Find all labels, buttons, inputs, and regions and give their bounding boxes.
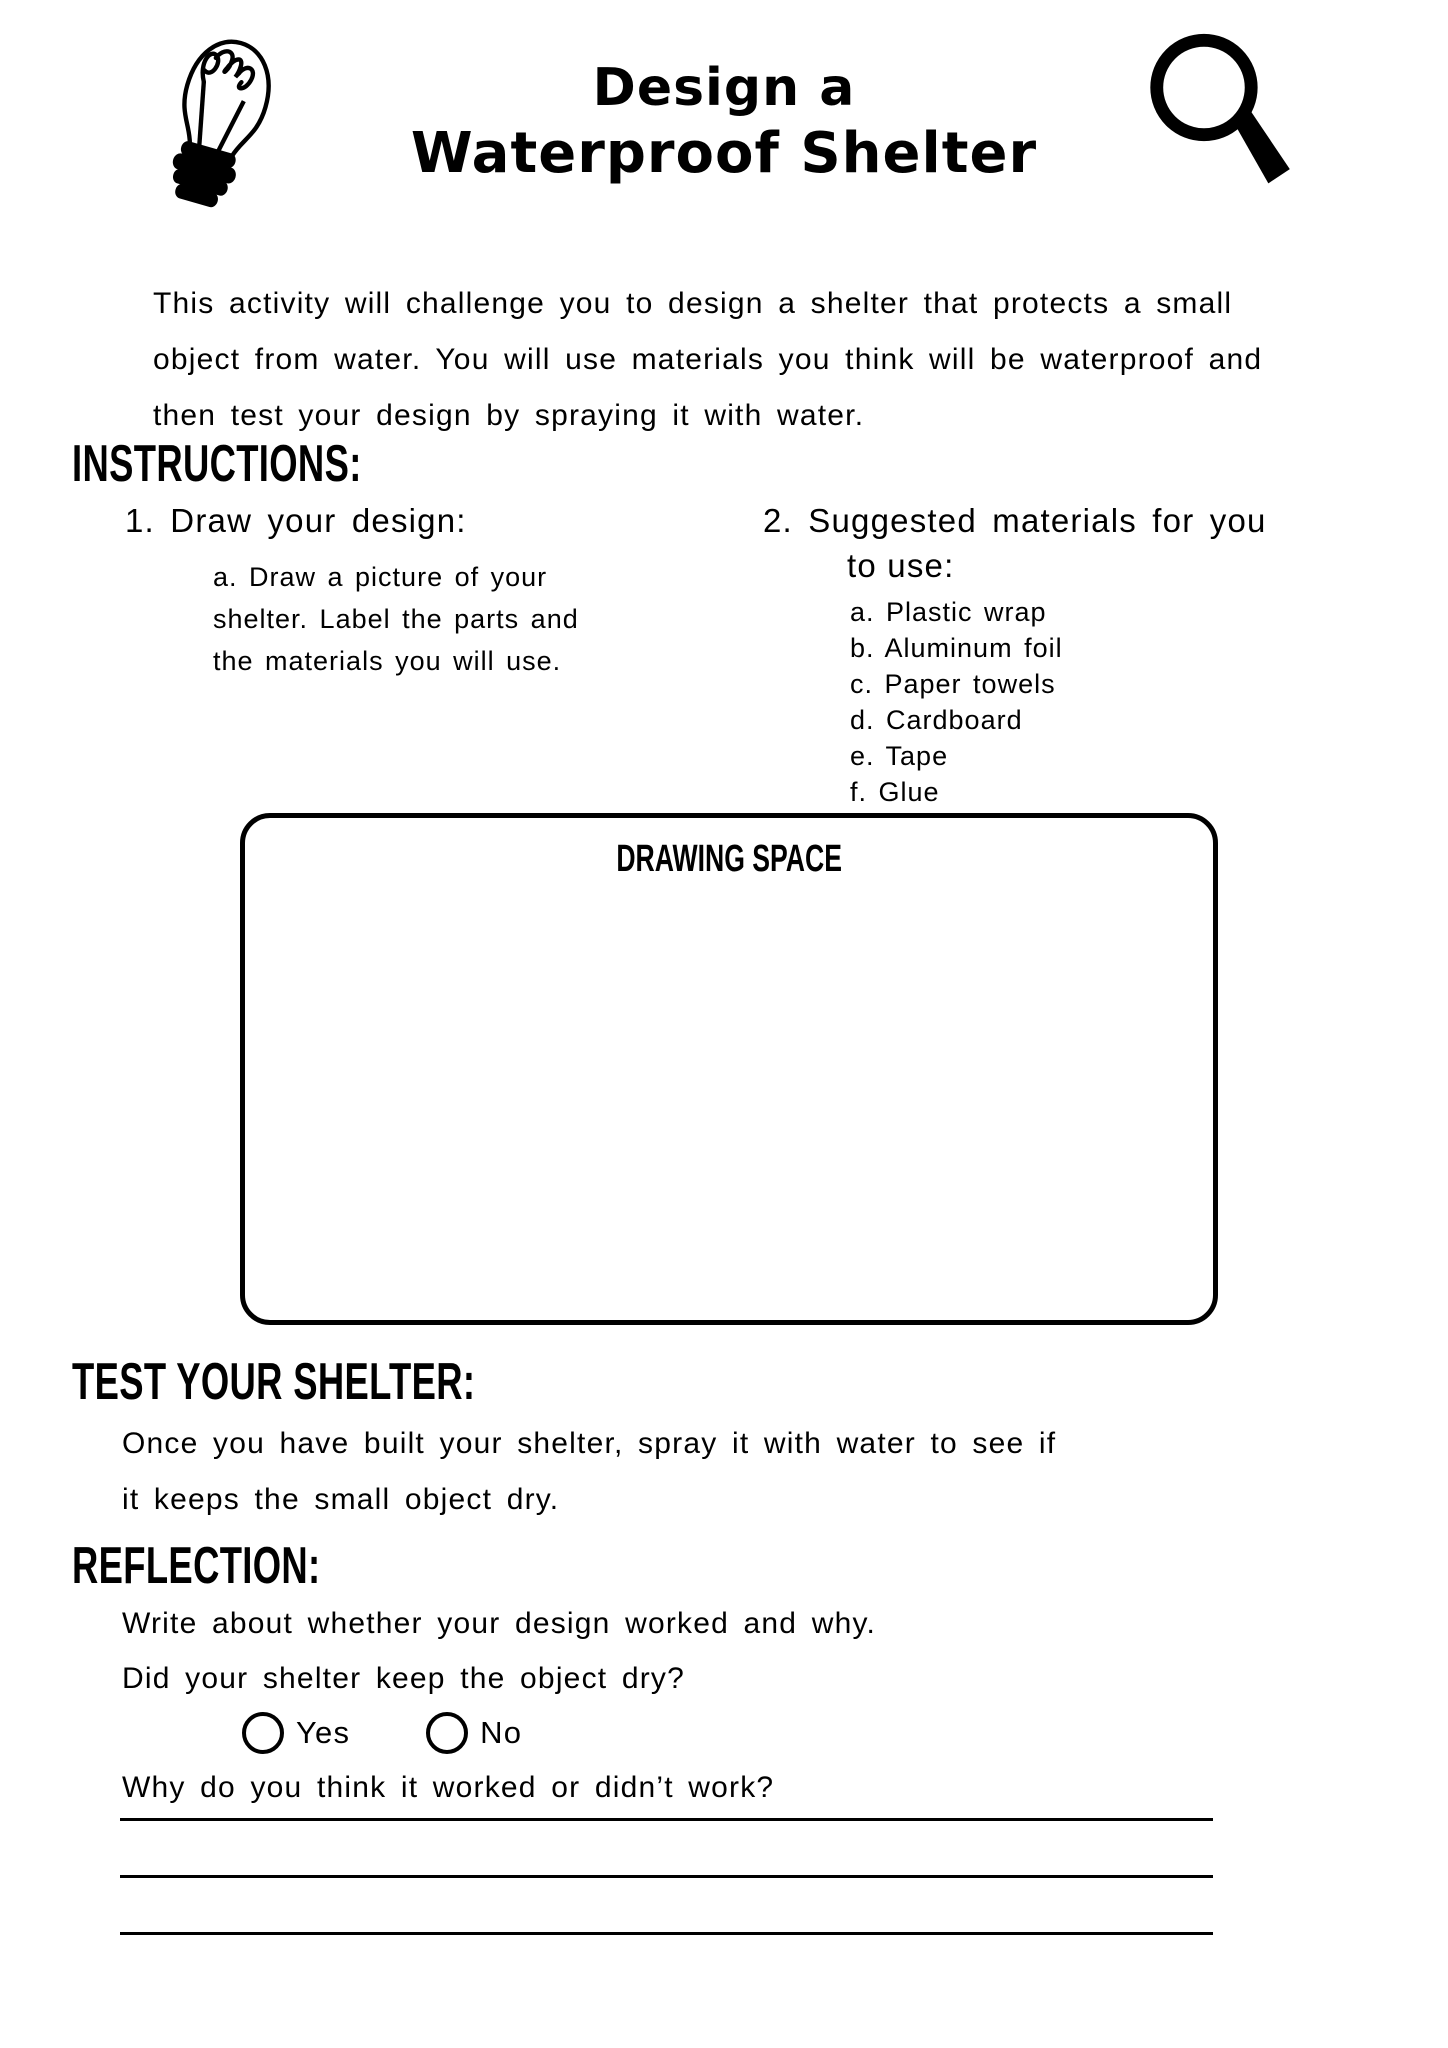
reflection-question-dry: Did your shelter keep the object dry? [122, 1662, 685, 1695]
instruction-item-1a: a. Draw a picture of your shelter. Label the parts and the materials you will use. [213, 562, 579, 676]
material-item: d. Cardboard [850, 705, 1023, 735]
yes-label: Yes [296, 1715, 351, 1750]
test-your-shelter-heading: TEST YOUR SHELTER: [72, 1353, 476, 1411]
material-item: c. Paper towels [850, 669, 1056, 699]
drawing-space-label: DRAWING SPACE [616, 838, 842, 880]
reflection-heading: REFLECTION: [72, 1537, 321, 1595]
page-title-line2: Waterproof Shelter [410, 121, 1038, 186]
item-2-text: Suggested materials for you [808, 502, 1267, 539]
instruction-item-2-label [763, 498, 1267, 544]
no-label: No [480, 1715, 523, 1750]
answer-line-3[interactable] [120, 1932, 1213, 1935]
instructions-heading: INSTRUCTIONS: [72, 435, 362, 493]
yes-checkbox[interactable] [242, 1712, 284, 1754]
instruction-item-2 [763, 498, 1267, 810]
answer-lines [120, 1818, 1213, 1989]
reflection-line-1: Write about whether your design worked and why. [122, 1607, 876, 1640]
page-title-line1: Design a [592, 58, 856, 118]
material-item: f. Glue [850, 777, 940, 807]
item-2-number: 2. [763, 502, 793, 539]
material-item: b. Aluminum foil [850, 633, 1063, 663]
reflection-body [122, 1596, 1262, 1815]
item-1-number: 1. [125, 502, 155, 539]
material-item: e. Tape [850, 741, 949, 771]
magnifying-glass-icon [1138, 26, 1310, 212]
intro-text: This activity will challenge you to design a shelter that protects a small object from water. You will use materials you think will be waterproof and then test your design by spraying it with water. [153, 287, 1263, 432]
yes-no-row [242, 1708, 1262, 1758]
answer-line-1[interactable] [120, 1818, 1213, 1821]
item-1-text: Draw your design: [170, 502, 467, 539]
materials-list [850, 594, 1233, 810]
instruction-item-1 [125, 498, 625, 682]
instruction-item-2-label-line2: to use: [847, 547, 955, 584]
test-your-shelter-text: Once you have built your shelter, spray it with water to see if it keeps the small object dry. [122, 1427, 1057, 1516]
no-checkbox[interactable] [426, 1712, 468, 1754]
drawing-space-area[interactable] [240, 813, 1218, 1325]
instruction-item-1-label [125, 498, 625, 544]
material-item: a. Plastic wrap [850, 597, 1047, 627]
reflection-question-why: Why do you think it worked or didn’t work? [122, 1771, 775, 1804]
answer-line-2[interactable] [120, 1875, 1213, 1878]
